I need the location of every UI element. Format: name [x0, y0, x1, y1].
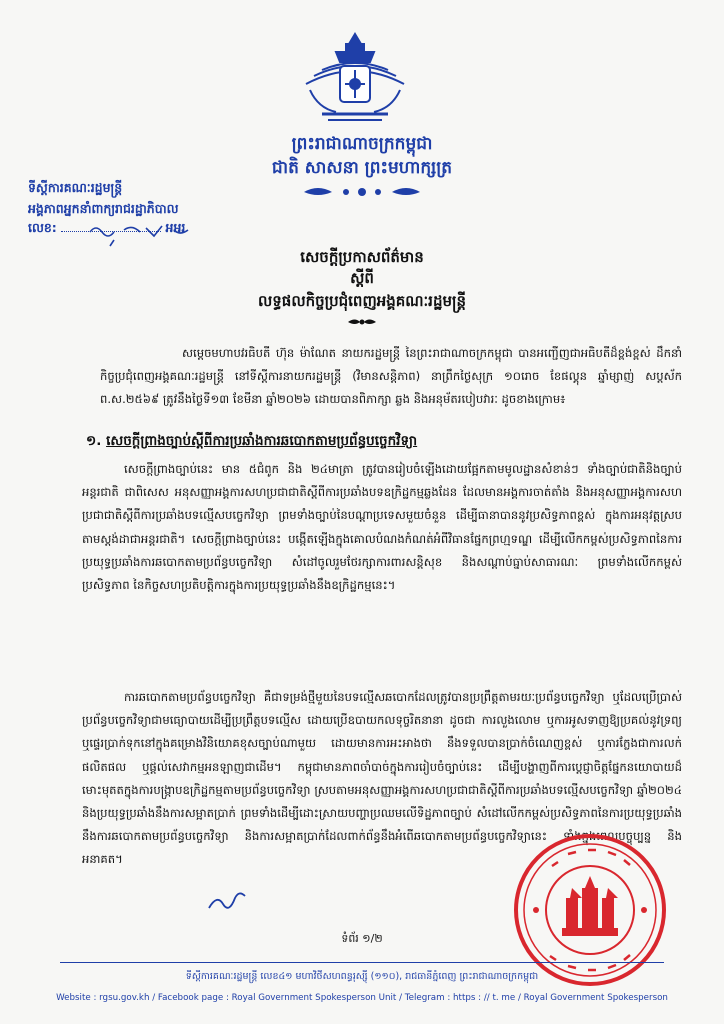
- unit-name: អង្គភាពអ្នកនាំពាក្យរាជរដ្ឋាភិបាល: [28, 201, 179, 216]
- footer-divider: [60, 962, 664, 963]
- reference-label: លេខ:: [28, 220, 57, 235]
- handwritten-reference: [84, 218, 204, 248]
- handwritten-mark: [205, 888, 249, 916]
- official-seal-stamp: [512, 832, 668, 988]
- body-paragraph: [82, 458, 682, 597]
- body-paragraph-text: ការឆបោកតាមប្រព័ន្ធបច្ចេកវិទ្យា គឺជាទម្រង់ថ្មីមួយនៃបទល្មើសឆបោកដែលត្រូវបានប្រព្រឹត្តតាមរយៈប្រព័ន្ធបច្ចេកវិទ្យា ឬដែលប្រើប្រាស់ប្រព័ន្ធបច្ចេកវិទ្យាជាមធ្យោបាយដើម្បីប្រព្រឹត្តបទល្មើស ដោយប្រើឧបាយកលទុច្ចរិតនានា ដូចជា ការលួងលោម ឬការអូសទាញឱ្យប្រគល់នូវទ្រព្យ ឬផ្ទេរប្រាក់ទុកនៅក្នុងគម្រោងវិនិយោគខុសច្បាប់ណាមួយ ដោយមានការអះអាងថា នឹងទទួលបានប្រាក់ចំណេញខ្ពស់ ឬការក្លែងជាការលក់ផលិតផល ឬផ្តល់សេវាកម្មអនឡាញជាដើម។ កម្ពុជាមានភាពចាំបាច់ក្នុងការរៀបចំច្បាប់នេះ ដើម្បីបង្ហាញពីការប្តេជ្ញាចិត្តផ្នែកនយោបាយដ៏មោះមុតតក្នុងការបង្ក្រាបឧក្រិដ្ឋកម្មតាមប្រព័ន្ធបច្ចេកវិទ្យា ស្របតាមអនុសញ្ញាអង្គការសហប្រជាជាតិស្តីពីការប្រឆាំងបទល្មើសបច្ចេកវិទ្យា ឆ្នាំ២០២៤ និងប្រយុទ្ធប្រឆាំងនឹងការសម្អាតប្រាក់ ព្រមទាំងដើម្បីដោះស្រាយបញ្ហាប្រឈមលើទិដ្ឋភាពច្បាប់ សំដៅលើកកម្ពស់ប្រសិទ្ធភាពនៃការប្រយុទ្ធប្រឆាំងនឹងការឆបោកតាមប្រព័ន្ធបច្ចេកវិទ្យា និងការសម្អាតប្រាក់ដែលពាក់ព័ន្ធនឹងអំពើឆបោកតាមប្រព័ន្ធបច្ចេកវិទ្យានេះ ទាំងក្នុងពេលបច្ចុប្បន្ន និងអនាគត។: [82, 690, 682, 867]
- section-title: សេចក្តីព្រាងច្បាប់ស្តីពីការប្រឆាំងការឆបោកតាមប្រព័ន្ធបច្ចេកវិទ្យា: [106, 433, 418, 449]
- footer-web-links: Website : rgsu.gov.kh / Facebook page : Royal Government Spokesperson Unit / Telegram : https : // t. me / Royal Government Spokesperson: [56, 993, 668, 1003]
- decorative-ornament-icon: [300, 184, 424, 200]
- intro-paragraph: សម្តេចមហាបវរធិបតី ហ៊ុន ម៉ាណែត នាយករដ្ឋមន្ត្រី នៃព្រះរាជាណាចក្រកម្ពុជា បានអញ្ជើញជាអធិបតីដ៏ខ្ពង់ខ្ពស់ ដឹកនាំកិច្ចប្រជុំពេញអង្គគណៈរដ្ឋមន្ត្រី នៅទីស្តីការនាយករដ្ឋមន្ត្រី (វិមានសន្តិភាព) នាព្រឹកថ្ងៃសុក្រ ១០រោច ខែផល្គុន ឆ្នាំម្សាញ់ សប្តស័ក ព.ស.២៥៦៩ ត្រូវនឹងថ្ងៃទី១៣ ខែមីនា ឆ្នាំ២០២៦ ដោយបានពិភាក្សា ឆ្លង និងអនុម័តរបៀបវារៈ ដូចខាងក្រោម៖: [100, 346, 682, 407]
- footer-address: ទីស្តីការគណៈរដ្ឋមន្ត្រី លេខ៤១ មហាវិថីសហពន្ធរុស្ស៊ី (១១០), រាជធានីភ្នំពេញ ព្រះរាជាណាចក្រកម្ពុជា: [185, 971, 539, 982]
- page-number: ទំព័រ ១/២: [341, 932, 383, 945]
- kingdom-name: ព្រះរាជាណាចក្រកម្ពុជា: [291, 134, 433, 154]
- press-release-title: សេចក្តីប្រកាសព័ត៌មាន: [300, 248, 424, 266]
- royal-coat-of-arms-icon: [292, 30, 418, 130]
- title-subject-word: ស្តីពី: [350, 269, 374, 287]
- section-number: ១.: [86, 433, 102, 449]
- office-name: ទីស្តីការគណៈរដ្ឋមន្ត្រី: [28, 180, 123, 195]
- national-motto: ជាតិ សាសនា ព្រះមហាក្សត្រ: [271, 158, 453, 178]
- title-subject: លទ្ធផលកិច្ចប្រជុំពេញអង្គគណៈរដ្ឋមន្ត្រី: [258, 292, 466, 310]
- reference-suffix: អអរ: [165, 220, 186, 235]
- body-paragraph-text: សេចក្តីព្រាងច្បាប់នេះ មាន ៥ជំពូក និង ២៤មាត្រា ត្រូវបានរៀបចំឡើងដោយផ្អែកតាមមូលដ្ឋានសំខាន់ៗ ទាំងច្បាប់ជាតិនិងច្បាប់អន្តរជាតិ ជាពិសេស អនុសញ្ញាអង្គការសហប្រជាជាតិស្តីពីការប្រឆាំងបទឧក្រិដ្ឋកម្មឆ្លងដែន ដែលមានអង្គការចាត់តាំង និងអនុសញ្ញាអង្គការសហប្រជាជាតិស្តីពីការប្រឆាំងបទល្មើសបច្ចេកវិទ្យា ព្រមទាំងច្បាប់នៃបណ្តាប្រទេសមួយចំនួន ដើម្បីធានាបាននូវប្រសិទ្ធភាពខ្ពស់ ក្នុងការអនុវត្តស្របតាមស្តង់ដាជាអន្តរជាតិ។ សេចក្តីព្រាងច្បាប់នេះ បង្កើតឡើងក្នុងគោលបំណងកំណត់អំពីវិធានផ្នែកព្រហ្មទណ្ឌ ដើម្បីលើកកម្ពស់ប្រសិទ្ធភាពនៃការប្រយុទ្ធប្រឆាំងការឆបោកតាមប្រព័ន្ធបច្ចេកវិទ្យា សំដៅចូលរួមថែរក្សាការពារសន្តិសុខ និងសណ្តាប់ធ្នាប់សាធារណៈ ព្រមទាំងលើកកម្ពស់ប្រសិទ្ធភាព នៃកិច្ចសហប្រតិបត្តិការក្នុងការប្រយុទ្ធប្រឆាំងនឹងឧក្រិដ្ឋកម្មនេះ។: [82, 462, 682, 593]
- flourish-icon: [346, 315, 378, 329]
- section-heading: [86, 432, 686, 452]
